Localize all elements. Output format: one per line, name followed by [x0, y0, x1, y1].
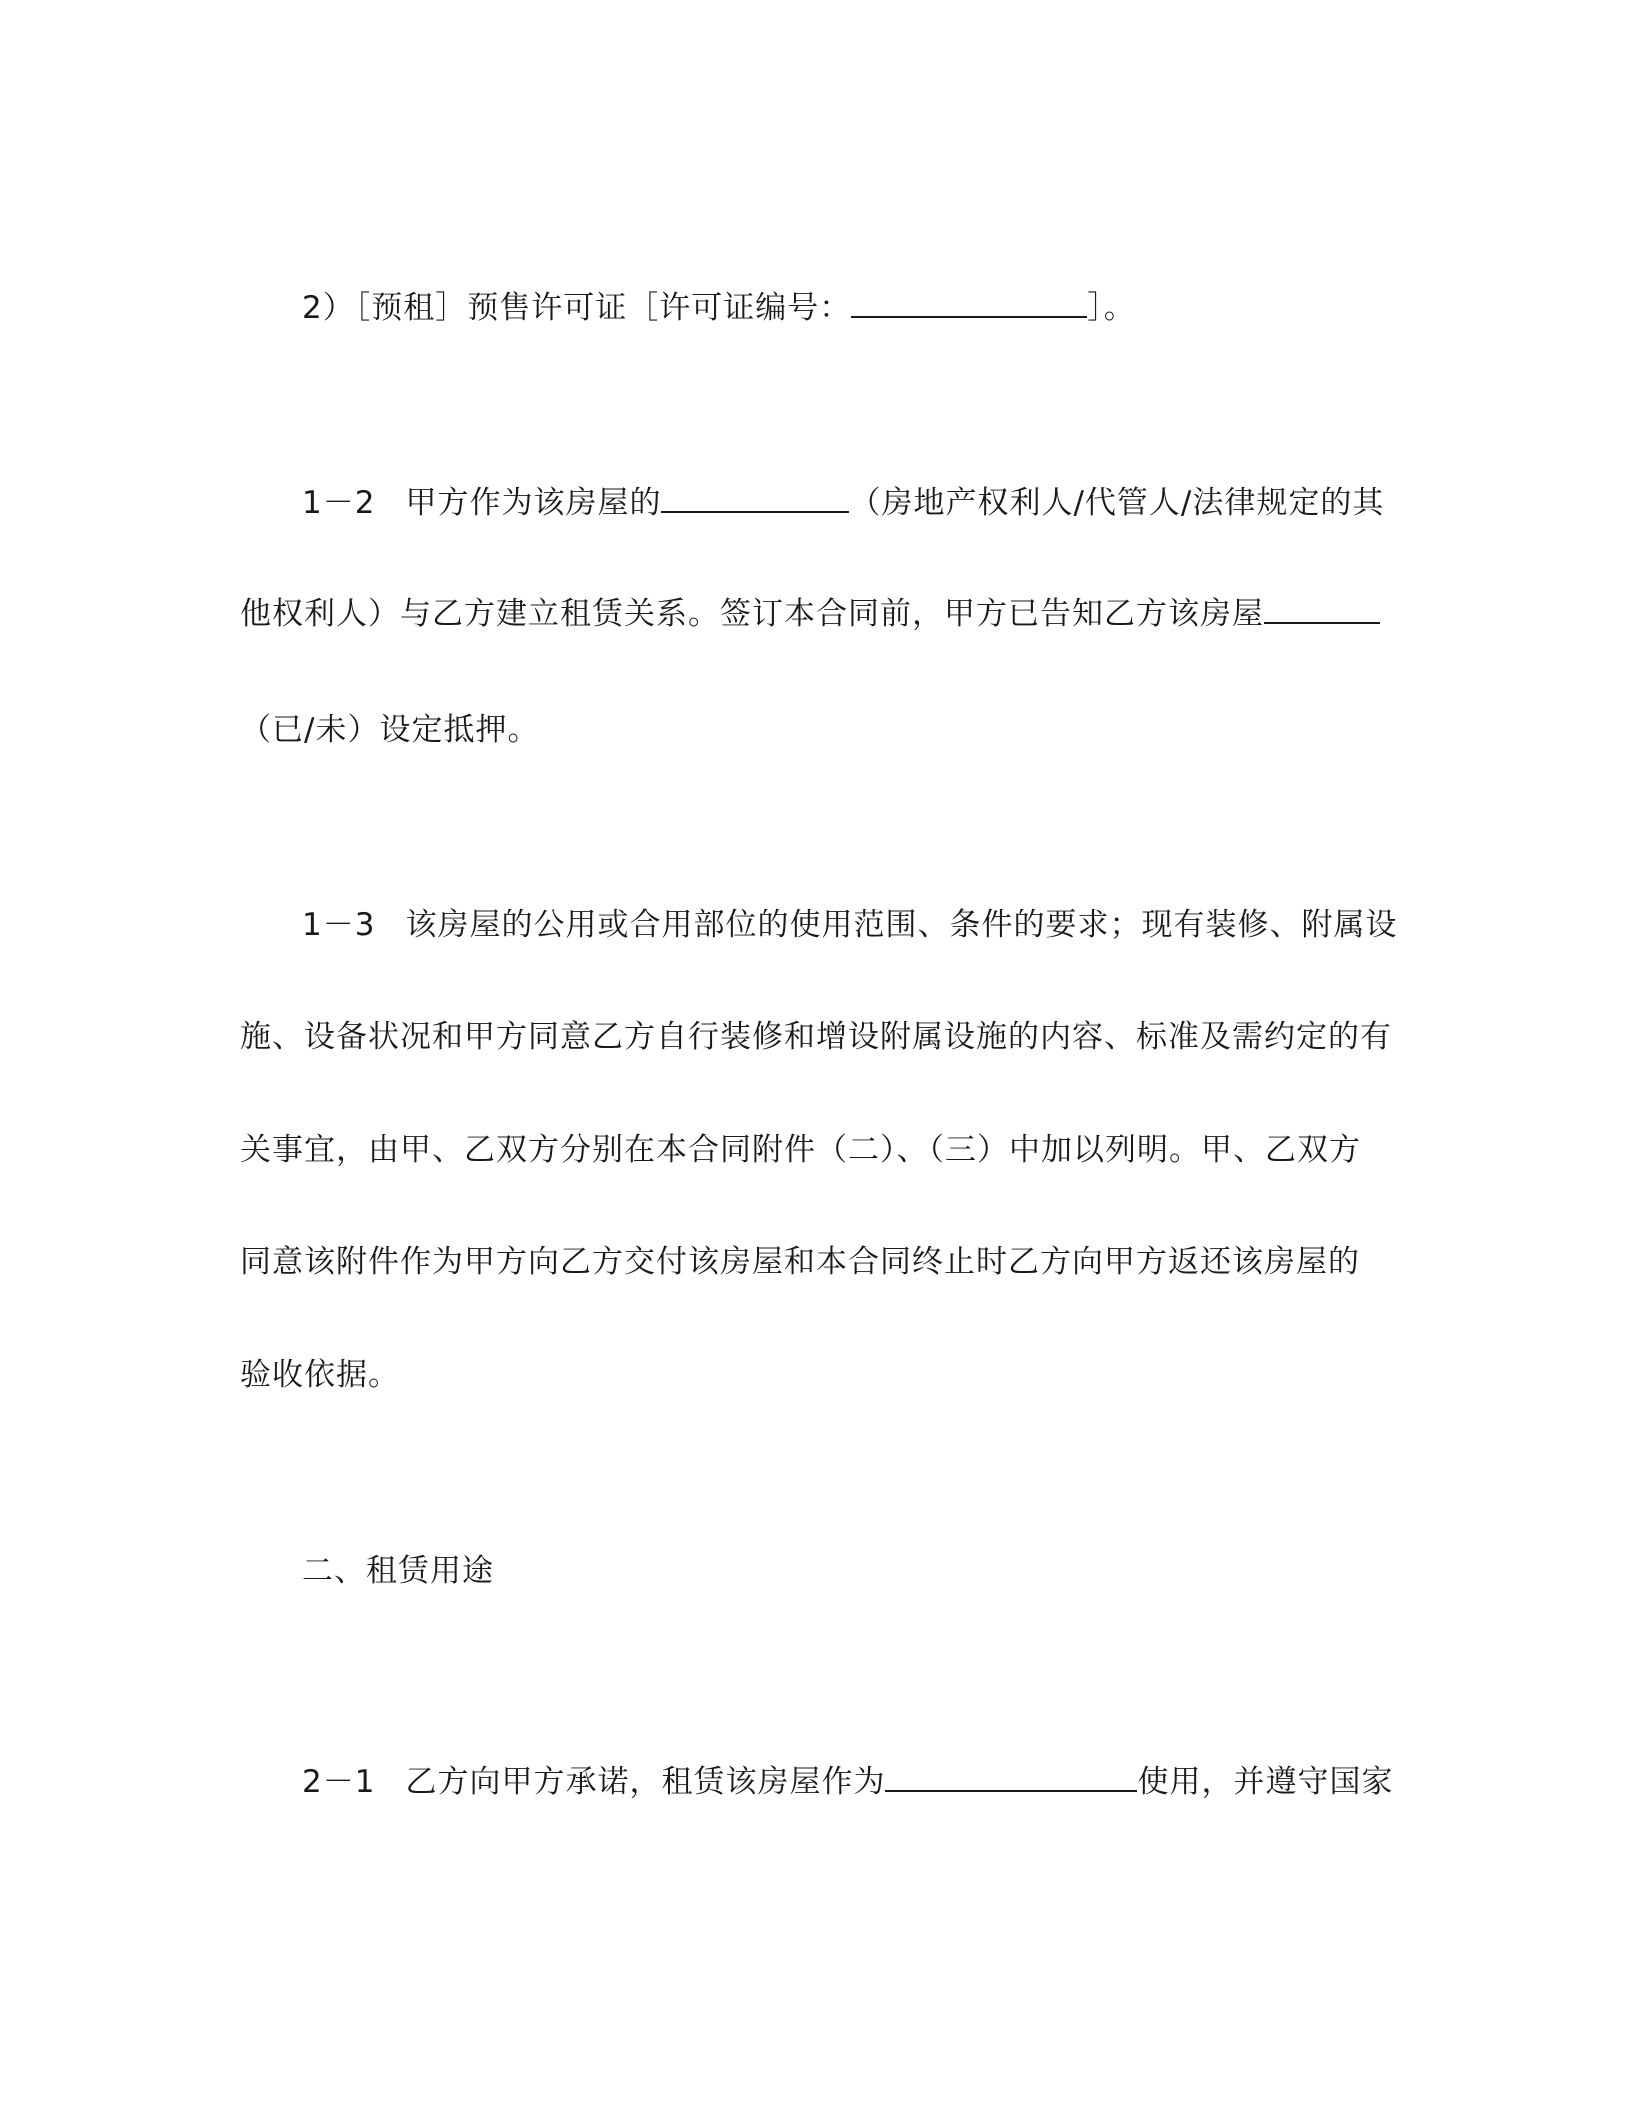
clause-1-2-line-1: [302, 477, 1385, 523]
permit-prefix: 2）［预租］预售许可证［许可证编号：: [302, 290, 852, 326]
section-2-title: 二、租赁用途: [302, 1553, 494, 1589]
clause-2-1-number: 2－1: [302, 1764, 376, 1800]
clause-1-2-text-a: 甲方作为该房屋的: [405, 485, 662, 521]
clause-1-2-line-2: [240, 588, 1380, 634]
role-blank: [661, 477, 849, 513]
clause-1-3-line-1: [302, 905, 1398, 945]
usage-blank: [885, 1756, 1137, 1792]
clause-1-2-number: 1－2: [302, 485, 376, 521]
clause-1-3-text-1: 该房屋的公用或合用部位的使用范围、条件的要求；现有装修、附属设: [405, 907, 1398, 943]
clause-1-3-text-3: 关事宜，由甲、乙双方分别在本合同附件（二）、（三）中加以列明。甲、乙双方: [240, 1132, 1361, 1168]
permit-number-blank: [851, 282, 1087, 318]
clause-1-3-text-4: 同意该附件作为甲方向乙方交付该房屋和本合同终止时乙方向甲方返还该房屋的: [240, 1244, 1360, 1280]
clause-1-3-text-5: 验收依据。: [240, 1357, 400, 1393]
clause-1-3-line-2: [240, 1017, 1392, 1057]
clause-1-2-line-3: [240, 710, 1380, 750]
clause-1-3-text-2: 施、设备状况和甲方同意乙方自行装修和增设附属设施的内容、标准及需约定的有: [240, 1019, 1392, 1055]
clause-1-3-number: 1－3: [302, 907, 376, 943]
clause-1-3-line-3: [240, 1130, 1380, 1170]
clause-1-2-text-d: （已/未）设定抵押。: [240, 712, 540, 748]
permit-line: [302, 282, 1380, 328]
clause-1-3-line-4: [240, 1242, 1380, 1282]
clause-1-3-line-5: [240, 1355, 1380, 1395]
clause-2-1-text-b: 使用，并遵守国家: [1137, 1764, 1394, 1800]
clause-2-1-line-1: [302, 1756, 1394, 1802]
permit-suffix: ］。: [1087, 290, 1136, 326]
clause-1-2-text-c: 他权利人）与乙方建立租赁关系。签订本合同前，甲方已告知乙方该房屋: [240, 596, 1264, 632]
section-2-heading: [302, 1551, 1380, 1591]
clause-2-1-text-a: 乙方向甲方承诺，租赁该房屋作为: [405, 1764, 886, 1800]
clause-1-2-text-b: （房地产权利人/代管人/法律规定的其: [849, 485, 1385, 521]
mortgage-status-blank: [1264, 588, 1380, 624]
